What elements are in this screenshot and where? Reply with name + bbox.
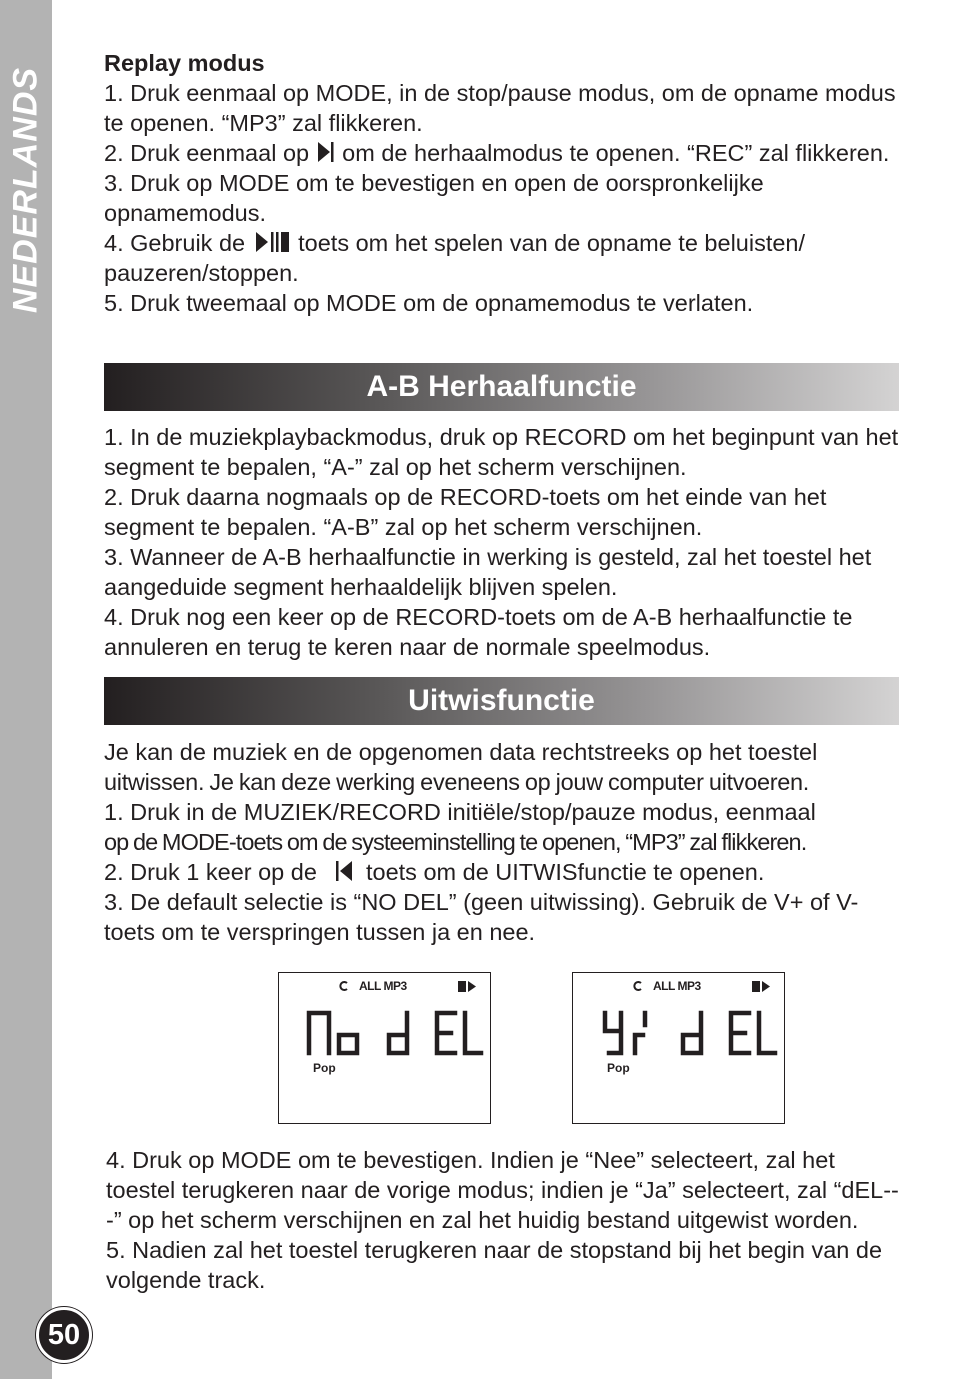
ab-repeat-section: [104, 422, 904, 662]
delete-intro-2: uitwissen. Je kan deze werking eveneens op jouw computer uitvoeren.: [104, 769, 810, 795]
delete-step-2-end: toets om de UITWISfunctie te openen.: [359, 859, 765, 885]
delete-step-1b: op de MODE-toets om de systeeminstelling te openen, “MP3” zal flikkeren.: [104, 829, 807, 855]
replay-step-2-start: 2. Druk eenmaal op: [104, 140, 316, 166]
replay-step-4-end: toets om het spelen van de opname te beluisten/ pauzeren/stoppen.: [104, 230, 806, 286]
ab-step-2: 2. Druk daarna nogmaals op de RECORD-toets om het einde van het segment te bepalen. “A-B” zal op het scherm verschijnen.: [104, 484, 827, 540]
lcd-genre: Pop: [313, 1061, 336, 1075]
lcd-segment-yes-del: [599, 1007, 779, 1057]
replay-step-2: [104, 138, 904, 168]
ab-step-3: 3. Wanneer de A-B herhaalfunctie in werking is gesteld, zal het toestel het aangeduide segment herhaaldelijk blijven spelen.: [104, 544, 872, 600]
delete-heading: Uitwisfunctie: [104, 677, 899, 725]
delete-step-1a: 1. Druk in de MUZIEK/RECORD initiële/stop/pauze modus, eenmaal: [104, 799, 816, 825]
delete-step-4: 4. Druk op MODE om te bevestigen. Indien je “Nee” selecteert, zal het toestel terugkeren naar de vorige modus; indien je “Ja” selecteert, zal “dEL---” op het scherm verschijnen en zal het huidig bestand uitgewist worden.: [106, 1147, 899, 1233]
play-pause-icon: [252, 230, 292, 254]
replay-step-5: 5. Druk tweemaal op MODE om de opnamemodus te verlaten.: [104, 290, 754, 316]
replay-step-1: 1. Druk eenmaal op MODE, in de stop/pause modus, om de opname modus te openen. “MP3” zal flikkeren.: [104, 80, 896, 136]
next-track-icon: [316, 140, 336, 164]
replay-step-4-start: 4. Gebruik de: [104, 230, 252, 256]
delete-step-5: 5. Nadien zal het toestel terugkeren naar de stopstand bij het begin van de volgende track.: [106, 1237, 883, 1293]
replay-step-4: [104, 228, 904, 288]
repeat-icon: [337, 981, 349, 991]
delete-section-continued: [106, 1145, 904, 1295]
repeat-icon: [631, 981, 643, 991]
language-label: NEDERLANDS: [6, 66, 45, 314]
side-tab: [0, 0, 52, 1379]
page-number: 50: [36, 1307, 92, 1363]
replay-step-3: 3. Druk op MODE om te bevestigen en open de oorspronkelijke opnamemodus.: [104, 170, 764, 226]
delete-intro-1: Je kan de muziek en de opgenomen data rechtstreeks op het toestel: [104, 739, 818, 765]
delete-section: [104, 737, 904, 947]
battery-icon: [458, 981, 478, 992]
previous-track-icon: [323, 859, 359, 883]
ab-repeat-heading: A-B Herhaalfunctie: [104, 363, 899, 411]
lcd-status: ALL MP3: [359, 979, 407, 993]
lcd-display-yes-del: [572, 972, 785, 1124]
replay-step-2-end: om de herhaalmodus te openen. “REC” zal flikkeren.: [335, 140, 890, 166]
lcd-segment-no-del: [305, 1007, 485, 1057]
ab-step-4: 4. Druk nog een keer op de RECORD-toets om de A-B herhaalfunctie te annuleren en terug te keren naar de normale speelmodus.: [104, 604, 853, 660]
lcd-display-no-del: [278, 972, 491, 1124]
ab-step-1: 1. In de muziekplaybackmodus, druk op RECORD om het beginpunt van het segment te bepalen, “A-” zal op het scherm verschijnen.: [104, 424, 899, 480]
delete-step-3: 3. De default selectie is “NO DEL” (geen uitwissing). Gebruik de V+ of V- toets om te verspringen tussen ja en nee.: [104, 889, 859, 945]
replay-section: [104, 48, 904, 318]
lcd-status: ALL MP3: [653, 979, 701, 993]
battery-icon: [752, 981, 772, 992]
lcd-genre: Pop: [607, 1061, 630, 1075]
replay-title: Replay modus: [104, 50, 265, 76]
delete-step-2: [104, 857, 904, 887]
delete-step-2-start: 2. Druk 1 keer op de: [104, 859, 324, 885]
